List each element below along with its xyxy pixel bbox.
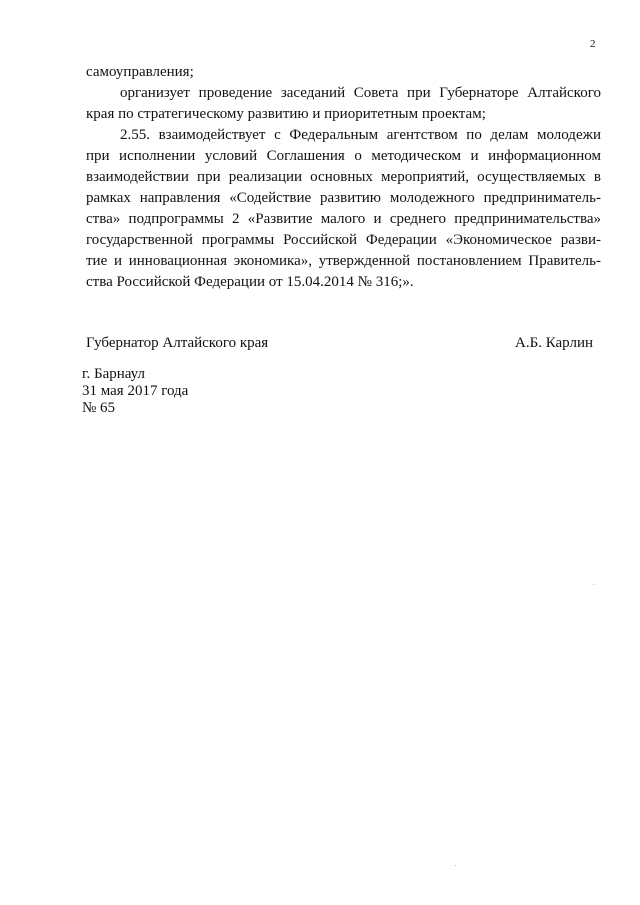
signature-name: А.Б. Карлин	[515, 335, 594, 351]
body-line-8: ства» подпрограммы 2 «Развитие малого и среднего предпринимательства»	[86, 211, 601, 227]
footer-date: 31 мая 2017 года	[82, 383, 189, 399]
body-line-2: организует проведение заседаний Совета при Губернаторе Алтайского	[120, 85, 601, 101]
page-number: 2	[590, 38, 596, 50]
footer-city: г. Барнаул	[82, 366, 145, 382]
signature-position: Губернатор Алтайского края	[86, 335, 269, 351]
scan-speck	[455, 865, 456, 866]
body-line-4: 2.55. взаимодействует с Федеральным агентством по делам молодежи	[120, 127, 601, 143]
footer-number: № 65	[82, 400, 116, 416]
scan-speck	[593, 584, 594, 585]
body-line-10: тие и инновационная экономика», утвержденной постановлением Правитель-	[86, 253, 601, 269]
body-line-9: государственной программы Российской Федерации «Экономическое разви-	[86, 232, 601, 248]
body-line-11: ства Российской Федерации от 15.04.2014 № 316;».	[86, 274, 414, 290]
body-line-1: самоуправления;	[86, 64, 194, 80]
body-line-7: рамках направления «Содействие развитию молодежного предприниматель-	[86, 190, 601, 206]
body-line-5: при исполнении условий Соглашения о методическом и информационном	[86, 148, 601, 164]
body-line-6: взаимодействии при реализации основных мероприятий, осуществляемых в	[86, 169, 601, 185]
body-line-3: края по стратегическому развитию и приоритетным проектам;	[86, 106, 486, 122]
